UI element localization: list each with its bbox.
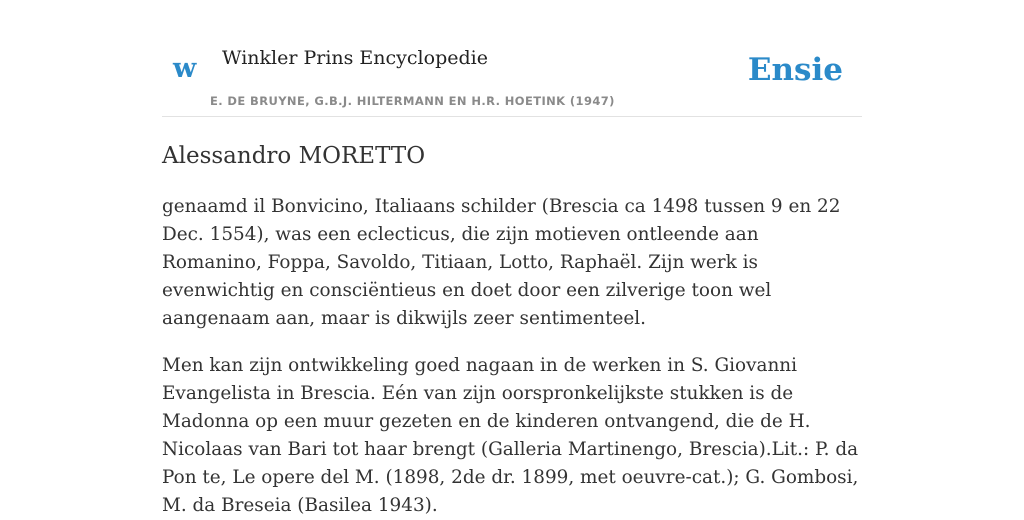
page <box>162 0 862 520</box>
article-paragraph: Men kan zijn ontwikkeling goed nagaan in de werken in S. Giovanni Evangelista in Brescia. Eén van zijn oorspronkelijkste stukken is de Madonna op een muur gezeten en de kinderen ontvangend, die de H. Nicolaas van Bari tot haar brengt (Galleria Martinengo, Brescia).Lit.: P. da Pon te, Le opere del M. (1898, 2de dr. 1899, met oeuvre-cat.); G. Gombosi, M. da Breseia (Basilea 1943). <box>162 355 859 516</box>
encyclopedia-title[interactable]: Winkler Prins Encyclopedie <box>222 47 488 69</box>
encyclopedia-header <box>162 0 862 117</box>
article-title: Alessandro MORETTO <box>162 143 426 169</box>
article-body <box>162 193 862 520</box>
encyclopedia-credit: E. DE BRUYNE, G.B.J. HILTERMANN EN H.R. HOETINK (1947) <box>210 94 615 108</box>
article-paragraph: genaamd il Bonvicino, Italiaans schilder (Brescia ca 1498 tussen 9 en 22 Dec. 1554), was een eclecticus, die zijn motieven ontleende aan Romanino, Foppa, Savoldo, Titiaan, Lotto, Raphaël. Zijn werk is evenwichtig en consciëntieus en doet door een zilverige toon wel aangenaam aan, maar is dikwijls zeer sentimenteel. <box>162 196 841 329</box>
winkler-prins-logo[interactable]: w <box>173 53 197 84</box>
ensie-logo[interactable]: Ensie <box>747 52 843 88</box>
